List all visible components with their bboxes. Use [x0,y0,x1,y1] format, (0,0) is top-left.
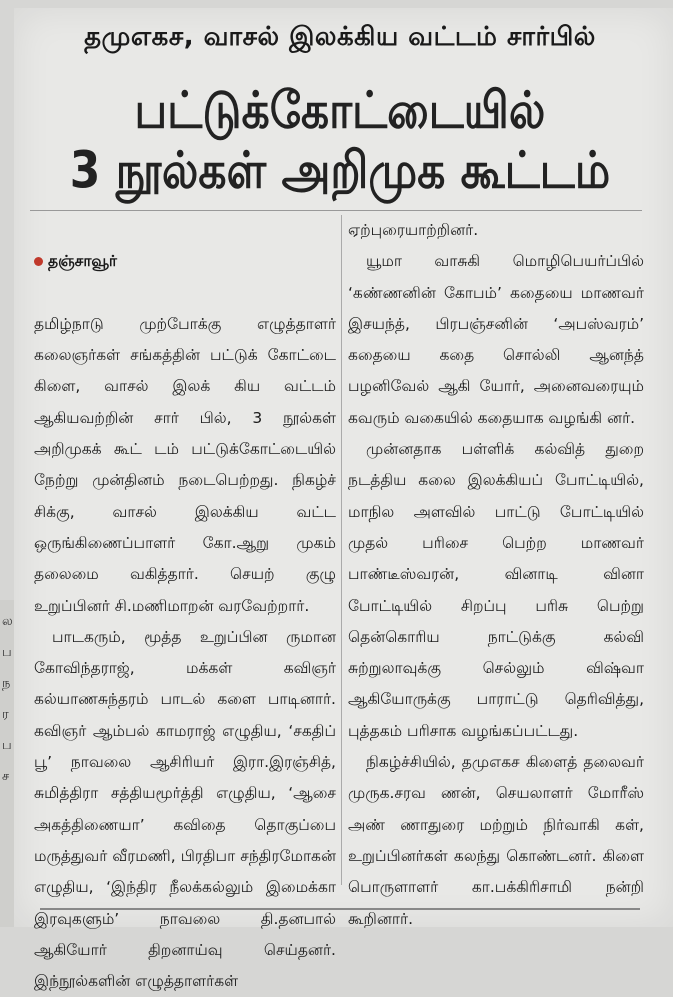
article-title-line1: பட்டுக்கோட்டையில் [134,81,546,141]
fragment-char: ப [2,645,12,660]
fragment-char: ச [2,769,10,784]
headline-rule [30,210,642,211]
paragraph: முன்னதாக பள்ளிக் கல்வித் துறை நடத்திய கலை இலக்கியப் போட்டியில், மாநில அளவில் பாட்டு போட்டியில் முதல் பரிசை பெற்ற மாணவர் பாண்டீஸ்வரன், வினாடி வினா போட்டியில் சிறப்பு பரிசு பெற்று தென்கொரிய நாட்டுக்கு கல்வி சுற்றுலாவுக்கு செல்லும் விஷ்வா ஆகியோருக்கு பாராட்டு தெரிவித்து, புத்தகம் பரிசாக வழங்கப்பட்டது. [348,440,644,740]
column-divider [341,215,342,885]
paragraph: நிகழ்ச்சியில், தமுஎகச கிளைத் தலைவர் முருக.சரவ ணன், செயலாளர் மோரீஸ் அண் ணாதுரை மற்றும் நிர்வாகி கள், உறுப்பினர்கள் கலந்து கொண்டனர். கிளை பொருளாளர் கா.பக்கிரிசாமி நன்றி கூறினார். [348,753,644,928]
dateline-dot-icon [34,257,43,266]
article-column-2 [348,215,644,935]
fragment-char: ந [2,676,11,691]
dateline: தஞ்சாவூர் [48,252,118,271]
fragment-char: ல [2,614,13,629]
fragment-char: ர [2,707,9,722]
paragraph: தமிழ்நாடு முற்போக்கு எழுத்தாளர் கலைஞர்கள் சங்கத்தின் பட்டுக் கோட்டை கிளை, வாசல் இலக் கிய வட்டம் ஆகியவற்றின் சார் பில், 3 நூல்கள் அறிமுகக் கூட் டம் பட்டுக்கோட்டையில் நேற்று முன்தினம் நடைபெற்றது. நிகழ்ச் சிக்கு, வாசல் இலக்கிய வட்ட ஒருங்கிணைப்பாளர் கோ.ஆறு முகம் தலைமை வகித்தார். செயற் குழு உறுப்பினர் சி.மணிமாறன் வரவேற்றார். [34,314,336,615]
article-kicker: தமுஎகச, வாசல் இலக்கிய வட்டம் சார்பில் [84,22,596,52]
paragraph: ஏற்புரையாற்றினர். [348,221,479,239]
paragraph: யூமா வாசுகி மொழிபெயர்ப்பில் ‘கண்ணனின் கோபம்’ கதையை மாணவர் இசயந்த், பிரபஞ்சனின் ‘அபஸ்வரம்’ கதையை கதை சொல்லி ஆனந்த் பழனிவேல் ஆகி யோர், அனைவரையும் கவரும் வகையில் கதையாக வழங்கி னர். [348,252,644,427]
fragment-char: ப [2,738,12,753]
bottom-rule [40,908,640,910]
paragraph: பாடகரும், மூத்த உறுப்பின ருமான கோவிந்தராஜ், மக்கள் கவிஞர் கல்யாணசுந்தரம் பாடல் களை பாடினார். கவிஞர் ஆம்பல் காமராஜ் எழுதிய, ‘சகதிப் பூ’ நாவலை ஆசிரியர் இரா.இரஞ்சித், சுமித்திரா சத்தியமூர்த்தி எழுதிய, ‘ஆசை அகத்திணையா’ கவிதை தொகுப்பை மருத்துவர் வீரமணி, பிரதிபா சந்திரமோகன் எழுதிய, ‘இந்திர நீலக்கல்லும் இமைக்கா இரவுகளும்’ நாவலை தி.தனபால் ஆகியோர் திறனாய்வு செய்தனர். இந்நூல்களின் எழுத்தாளர்கள் [34,627,336,991]
adjacent-column-fragment [0,600,14,927]
article-column-1 [34,215,336,997]
article-title-line2: 3 நூல்கள் அறிமுக கூட்டம் [69,141,611,201]
